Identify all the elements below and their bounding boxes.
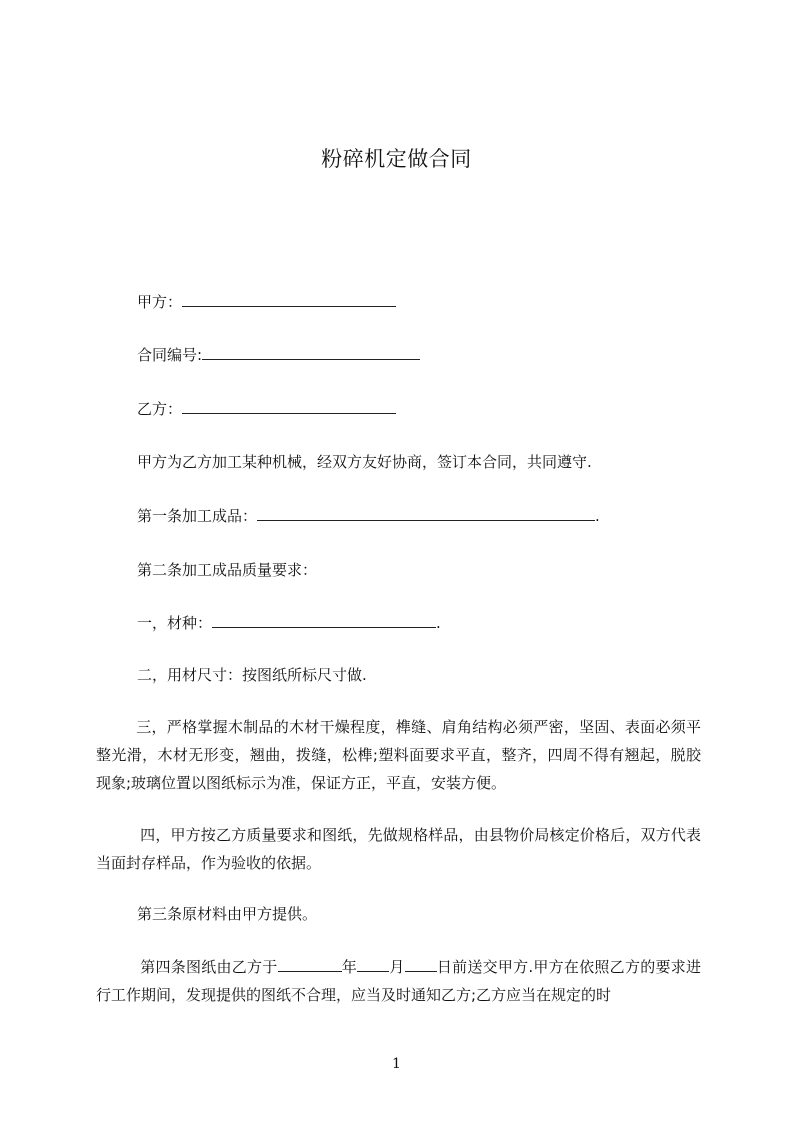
article-1-blank [257,506,595,521]
article-1-period: . [595,507,600,525]
article-2-heading: 第二条加工成品质量要求： [137,561,318,579]
article-4-year-label: 年 [341,958,358,976]
article-1-line [137,506,600,526]
party-b-line [137,399,396,419]
contract-number-label: 合同编号: [137,346,203,364]
article-4-text-a: 第四条图纸由乙方于 [140,958,278,976]
article-1-label: 第一条加工成品： [137,507,258,525]
item-3-paragraph [96,713,701,797]
contract-number-line [137,345,420,365]
article-4-month-label: 月 [389,958,405,976]
article-4-year-blank [278,957,342,972]
item-3-text: 三，严格掌握木制品的木材干燥程度，榫缝、肩角结构必须严密，坚固、表面必须平整光滑，木材无形变，翘曲，拨缝，松榫;塑料面要求平直，整齐，四周不得有翘起，脱胶现象;玻璃位置以图纸标示为准，保证方正，平直，安装方便。 [96,718,701,792]
document-title: 粉碎机定做合同 [321,147,472,171]
party-a-label: 甲方： [137,293,183,311]
party-a-blank [182,292,396,307]
item-2-line: 二，用材尺寸：按图纸所标尺寸做. [137,666,367,684]
article-4-text-b: 日前送交甲方.甲方在依照乙方的要求进行工作期间，发现提供的图纸不合理，应当及时通知乙方;乙方应当在规定的时 [96,958,701,1004]
item-1-period: . [436,614,441,632]
article-4-month-blank [357,957,389,972]
item-4-text: 四，甲方按乙方质量要求和图纸，先做规格样品，由县物价局核定价格后，双方代表当面封存样品，作为验收的依据。 [96,826,701,872]
intro-paragraph: 甲方为乙方加工某种机械，经双方友好协商，签订本合同，共同遵守. [137,453,592,471]
item-4-paragraph [96,821,701,877]
article-4-paragraph [96,953,701,1009]
article-3-line: 第三条原材料由甲方提供。 [137,905,318,923]
page-number: 1 [392,1056,401,1072]
item-1-line [137,613,441,633]
item-1-label: 一，材种： [137,614,213,632]
contract-number-blank [202,345,420,360]
party-b-label: 乙方： [137,400,183,418]
item-1-blank [212,613,436,628]
party-b-blank [182,399,396,414]
party-a-line [137,292,396,312]
article-4-day-blank [405,957,437,972]
